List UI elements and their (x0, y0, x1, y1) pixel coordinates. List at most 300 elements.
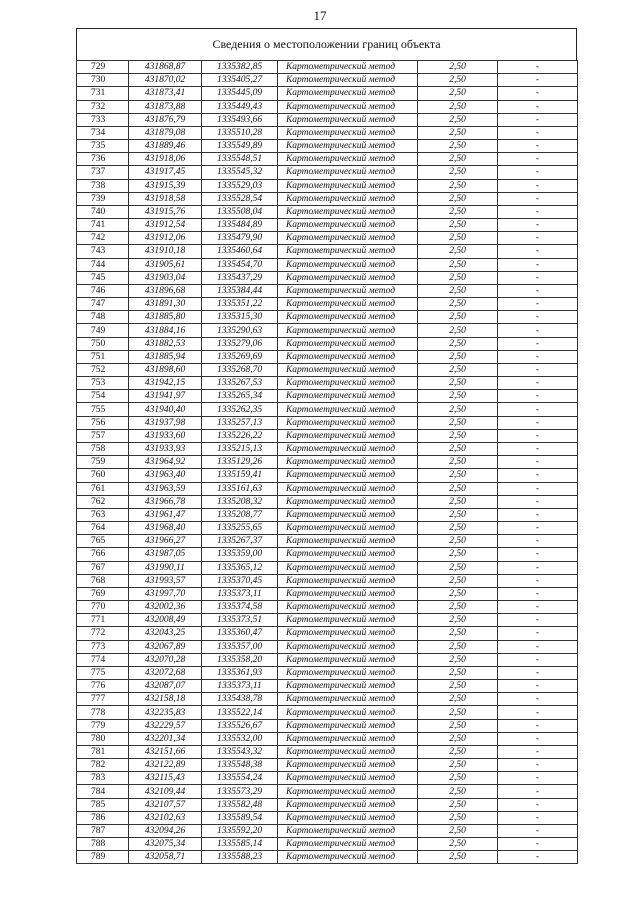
table-row (77, 350, 578, 363)
note-cell: - (498, 693, 578, 706)
x-coordinate-cell: 432107,57 (129, 798, 202, 811)
point-number-cell: 743 (77, 245, 129, 258)
y-coordinate-cell: 1335361,93 (202, 666, 278, 679)
note-cell: - (498, 258, 578, 271)
x-coordinate-cell: 431997,70 (129, 587, 202, 600)
note-cell: - (498, 469, 578, 482)
x-coordinate-cell: 432002,36 (129, 601, 202, 614)
y-coordinate-cell: 1335374,58 (202, 601, 278, 614)
table-row (77, 284, 578, 297)
method-cell: Картометрический метод (278, 824, 418, 837)
method-cell: Картометрический метод (278, 61, 418, 74)
y-coordinate-cell: 1335315,30 (202, 311, 278, 324)
table-row (77, 166, 578, 179)
method-cell: Картометрический метод (278, 416, 418, 429)
table-row (77, 324, 578, 337)
point-number-cell: 779 (77, 719, 129, 732)
y-coordinate-cell: 1335528,54 (202, 192, 278, 205)
table-row (77, 140, 578, 153)
table-row (77, 456, 578, 469)
y-coordinate-cell: 1335365,12 (202, 561, 278, 574)
accuracy-cell: 2,50 (418, 495, 498, 508)
accuracy-cell: 2,50 (418, 390, 498, 403)
table-row (77, 337, 578, 350)
table-row (77, 192, 578, 205)
boundary-points-table (76, 60, 578, 864)
y-coordinate-cell: 1335493,66 (202, 113, 278, 126)
method-cell: Картометрический метод (278, 311, 418, 324)
note-cell: - (498, 851, 578, 864)
table-row (77, 390, 578, 403)
y-coordinate-cell: 1335460,64 (202, 245, 278, 258)
y-coordinate-cell: 1335529,03 (202, 179, 278, 192)
accuracy-cell: 2,50 (418, 838, 498, 851)
y-coordinate-cell: 1335265,34 (202, 390, 278, 403)
point-number-cell: 757 (77, 429, 129, 442)
y-coordinate-cell: 1335405,27 (202, 74, 278, 87)
method-cell: Картометрический метод (278, 219, 418, 232)
accuracy-cell: 2,50 (418, 232, 498, 245)
y-coordinate-cell: 1335358,20 (202, 653, 278, 666)
method-cell: Картометрический метод (278, 390, 418, 403)
note-cell: - (498, 601, 578, 614)
y-coordinate-cell: 1335522,14 (202, 706, 278, 719)
x-coordinate-cell: 431903,04 (129, 271, 202, 284)
table-row (77, 311, 578, 324)
note-cell: - (498, 429, 578, 442)
accuracy-cell: 2,50 (418, 416, 498, 429)
accuracy-cell: 2,50 (418, 74, 498, 87)
x-coordinate-cell: 431915,39 (129, 179, 202, 192)
accuracy-cell: 2,50 (418, 87, 498, 100)
table-row (77, 113, 578, 126)
method-cell: Картометрический метод (278, 732, 418, 745)
note-cell: - (498, 798, 578, 811)
method-cell: Картометрический метод (278, 706, 418, 719)
x-coordinate-cell: 431879,08 (129, 126, 202, 139)
accuracy-cell: 2,50 (418, 653, 498, 666)
accuracy-cell: 2,50 (418, 811, 498, 824)
accuracy-cell: 2,50 (418, 205, 498, 218)
x-coordinate-cell: 431885,80 (129, 311, 202, 324)
point-number-cell: 788 (77, 838, 129, 851)
accuracy-cell: 2,50 (418, 113, 498, 126)
table-row (77, 219, 578, 232)
note-cell: - (498, 377, 578, 390)
accuracy-cell: 2,50 (418, 311, 498, 324)
point-number-cell: 785 (77, 798, 129, 811)
x-coordinate-cell: 431917,45 (129, 166, 202, 179)
x-coordinate-cell: 432094,26 (129, 824, 202, 837)
x-coordinate-cell: 431885,94 (129, 350, 202, 363)
x-coordinate-cell: 431889,46 (129, 140, 202, 153)
y-coordinate-cell: 1335382,85 (202, 61, 278, 74)
y-coordinate-cell: 1335208,32 (202, 495, 278, 508)
note-cell: - (498, 166, 578, 179)
method-cell: Картометрический метод (278, 719, 418, 732)
y-coordinate-cell: 1335161,63 (202, 482, 278, 495)
method-cell: Картометрический метод (278, 522, 418, 535)
table-row (77, 706, 578, 719)
table-row (77, 772, 578, 785)
accuracy-cell: 2,50 (418, 601, 498, 614)
point-number-cell: 748 (77, 311, 129, 324)
y-coordinate-cell: 1335437,29 (202, 271, 278, 284)
method-cell: Картометрический метод (278, 745, 418, 758)
method-cell: Картометрический метод (278, 153, 418, 166)
y-coordinate-cell: 1335543,32 (202, 745, 278, 758)
accuracy-cell: 2,50 (418, 680, 498, 693)
y-coordinate-cell: 1335226,22 (202, 429, 278, 442)
method-cell: Картометрический метод (278, 298, 418, 311)
page-number: 17 (313, 8, 327, 23)
point-number-cell: 778 (77, 706, 129, 719)
x-coordinate-cell: 431868,87 (129, 61, 202, 74)
accuracy-cell: 2,50 (418, 561, 498, 574)
method-cell: Картометрический метод (278, 113, 418, 126)
y-coordinate-cell: 1335582,48 (202, 798, 278, 811)
x-coordinate-cell: 431937,98 (129, 416, 202, 429)
table-row (77, 403, 578, 416)
method-cell: Картометрический метод (278, 759, 418, 772)
table-row (77, 653, 578, 666)
method-cell: Картометрический метод (278, 284, 418, 297)
accuracy-cell: 2,50 (418, 429, 498, 442)
table-row (77, 522, 578, 535)
table-row (77, 87, 578, 100)
x-coordinate-cell: 432122,89 (129, 759, 202, 772)
table-row (77, 298, 578, 311)
y-coordinate-cell: 1335267,37 (202, 535, 278, 548)
method-cell: Картометрический метод (278, 838, 418, 851)
point-number-cell: 738 (77, 179, 129, 192)
accuracy-cell: 2,50 (418, 403, 498, 416)
method-cell: Картометрический метод (278, 601, 418, 614)
note-cell: - (498, 456, 578, 469)
table-title: Сведения о местоположении границ объекта (76, 28, 577, 60)
note-cell: - (498, 653, 578, 666)
method-cell: Картометрический метод (278, 548, 418, 561)
y-coordinate-cell: 1335589,54 (202, 811, 278, 824)
x-coordinate-cell: 431882,53 (129, 337, 202, 350)
point-number-cell: 784 (77, 785, 129, 798)
x-coordinate-cell: 431933,60 (129, 429, 202, 442)
table-row (77, 126, 578, 139)
point-number-cell: 734 (77, 126, 129, 139)
table-row (77, 640, 578, 653)
y-coordinate-cell: 1335438,78 (202, 693, 278, 706)
accuracy-cell: 2,50 (418, 508, 498, 521)
note-cell: - (498, 205, 578, 218)
note-cell: - (498, 574, 578, 587)
point-number-cell: 777 (77, 693, 129, 706)
x-coordinate-cell: 431942,15 (129, 377, 202, 390)
method-cell: Картометрический метод (278, 429, 418, 442)
method-cell: Картометрический метод (278, 350, 418, 363)
x-coordinate-cell: 431884,16 (129, 324, 202, 337)
note-cell: - (498, 482, 578, 495)
x-coordinate-cell: 431961,47 (129, 508, 202, 521)
point-number-cell: 761 (77, 482, 129, 495)
point-number-cell: 763 (77, 508, 129, 521)
x-coordinate-cell: 432043,25 (129, 627, 202, 640)
point-number-cell: 781 (77, 745, 129, 758)
method-cell: Картометрический метод (278, 680, 418, 693)
point-number-cell: 751 (77, 350, 129, 363)
method-cell: Картометрический метод (278, 377, 418, 390)
x-coordinate-cell: 432115,43 (129, 772, 202, 785)
method-cell: Картометрический метод (278, 798, 418, 811)
note-cell: - (498, 140, 578, 153)
accuracy-cell: 2,50 (418, 469, 498, 482)
accuracy-cell: 2,50 (418, 245, 498, 258)
note-cell: - (498, 74, 578, 87)
note-cell: - (498, 548, 578, 561)
point-number-cell: 729 (77, 61, 129, 74)
note-cell: - (498, 100, 578, 113)
method-cell: Картометрический метод (278, 140, 418, 153)
note-cell: - (498, 627, 578, 640)
y-coordinate-cell: 1335255,65 (202, 522, 278, 535)
y-coordinate-cell: 1335545,32 (202, 166, 278, 179)
point-number-cell: 737 (77, 166, 129, 179)
note-cell: - (498, 245, 578, 258)
note-cell: - (498, 719, 578, 732)
table-row (77, 469, 578, 482)
note-cell: - (498, 126, 578, 139)
point-number-cell: 760 (77, 469, 129, 482)
accuracy-cell: 2,50 (418, 350, 498, 363)
x-coordinate-cell: 431873,88 (129, 100, 202, 113)
note-cell: - (498, 495, 578, 508)
note-cell: - (498, 587, 578, 600)
table-row (77, 627, 578, 640)
y-coordinate-cell: 1335526,67 (202, 719, 278, 732)
note-cell: - (498, 403, 578, 416)
y-coordinate-cell: 1335508,04 (202, 205, 278, 218)
accuracy-cell: 2,50 (418, 851, 498, 864)
note-cell: - (498, 442, 578, 455)
y-coordinate-cell: 1335373,51 (202, 614, 278, 627)
x-coordinate-cell: 431918,58 (129, 192, 202, 205)
accuracy-cell: 2,50 (418, 745, 498, 758)
table-row (77, 745, 578, 758)
x-coordinate-cell: 432087,07 (129, 680, 202, 693)
accuracy-cell: 2,50 (418, 522, 498, 535)
note-cell: - (498, 311, 578, 324)
point-number-cell: 755 (77, 403, 129, 416)
x-coordinate-cell: 431933,93 (129, 442, 202, 455)
point-number-cell: 776 (77, 680, 129, 693)
point-number-cell: 747 (77, 298, 129, 311)
table-row (77, 587, 578, 600)
x-coordinate-cell: 431968,40 (129, 522, 202, 535)
accuracy-cell: 2,50 (418, 824, 498, 837)
y-coordinate-cell: 1335449,43 (202, 100, 278, 113)
x-coordinate-cell: 431966,78 (129, 495, 202, 508)
method-cell: Картометрический метод (278, 640, 418, 653)
x-coordinate-cell: 431993,57 (129, 574, 202, 587)
table-row (77, 680, 578, 693)
note-cell: - (498, 113, 578, 126)
accuracy-cell: 2,50 (418, 666, 498, 679)
note-cell: - (498, 680, 578, 693)
note-cell: - (498, 732, 578, 745)
x-coordinate-cell: 431910,18 (129, 245, 202, 258)
accuracy-cell: 2,50 (418, 785, 498, 798)
point-number-cell: 741 (77, 219, 129, 232)
table-row (77, 482, 578, 495)
table-row (77, 363, 578, 376)
accuracy-cell: 2,50 (418, 337, 498, 350)
accuracy-cell: 2,50 (418, 179, 498, 192)
y-coordinate-cell: 1335454,70 (202, 258, 278, 271)
method-cell: Картометрический метод (278, 561, 418, 574)
point-number-cell: 773 (77, 640, 129, 653)
note-cell: - (498, 337, 578, 350)
accuracy-cell: 2,50 (418, 61, 498, 74)
method-cell: Картометрический метод (278, 693, 418, 706)
x-coordinate-cell: 431990,11 (129, 561, 202, 574)
table-row (77, 258, 578, 271)
table-row (77, 838, 578, 851)
point-number-cell: 766 (77, 548, 129, 561)
y-coordinate-cell: 1335548,51 (202, 153, 278, 166)
y-coordinate-cell: 1335269,69 (202, 350, 278, 363)
y-coordinate-cell: 1335215,13 (202, 442, 278, 455)
y-coordinate-cell: 1335370,45 (202, 574, 278, 587)
x-coordinate-cell: 432070,28 (129, 653, 202, 666)
method-cell: Картометрический метод (278, 482, 418, 495)
method-cell: Картометрический метод (278, 785, 418, 798)
table-row (77, 429, 578, 442)
point-number-cell: 752 (77, 363, 129, 376)
point-number-cell: 756 (77, 416, 129, 429)
accuracy-cell: 2,50 (418, 640, 498, 653)
x-coordinate-cell: 431876,79 (129, 113, 202, 126)
table-row (77, 377, 578, 390)
note-cell: - (498, 416, 578, 429)
method-cell: Картометрический метод (278, 627, 418, 640)
accuracy-cell: 2,50 (418, 377, 498, 390)
table-row (77, 601, 578, 614)
x-coordinate-cell: 431905,61 (129, 258, 202, 271)
point-number-cell: 768 (77, 574, 129, 587)
x-coordinate-cell: 431941,97 (129, 390, 202, 403)
table-row (77, 798, 578, 811)
x-coordinate-cell: 431966,27 (129, 535, 202, 548)
point-number-cell: 745 (77, 271, 129, 284)
note-cell: - (498, 324, 578, 337)
accuracy-cell: 2,50 (418, 614, 498, 627)
point-number-cell: 758 (77, 442, 129, 455)
x-coordinate-cell: 432058,71 (129, 851, 202, 864)
accuracy-cell: 2,50 (418, 100, 498, 113)
note-cell: - (498, 706, 578, 719)
method-cell: Картометрический метод (278, 74, 418, 87)
table-row (77, 561, 578, 574)
x-coordinate-cell: 431873,41 (129, 87, 202, 100)
note-cell: - (498, 232, 578, 245)
y-coordinate-cell: 1335573,29 (202, 785, 278, 798)
method-cell: Картометрический метод (278, 772, 418, 785)
y-coordinate-cell: 1335290,63 (202, 324, 278, 337)
accuracy-cell: 2,50 (418, 693, 498, 706)
method-cell: Картометрический метод (278, 100, 418, 113)
accuracy-cell: 2,50 (418, 140, 498, 153)
x-coordinate-cell: 431918,06 (129, 153, 202, 166)
table-row (77, 693, 578, 706)
point-number-cell: 750 (77, 337, 129, 350)
table-row (77, 495, 578, 508)
y-coordinate-cell: 1335588,23 (202, 851, 278, 864)
method-cell: Картометрический метод (278, 851, 418, 864)
table-row (77, 548, 578, 561)
accuracy-cell: 2,50 (418, 153, 498, 166)
note-cell: - (498, 614, 578, 627)
note-cell: - (498, 298, 578, 311)
point-number-cell: 774 (77, 653, 129, 666)
x-coordinate-cell: 431912,06 (129, 232, 202, 245)
point-number-cell: 735 (77, 140, 129, 153)
x-coordinate-cell: 432072,68 (129, 666, 202, 679)
accuracy-cell: 2,50 (418, 298, 498, 311)
point-number-cell: 767 (77, 561, 129, 574)
point-number-cell: 746 (77, 284, 129, 297)
method-cell: Картометрический метод (278, 205, 418, 218)
point-number-cell: 769 (77, 587, 129, 600)
boundary-table-sheet (76, 28, 577, 864)
method-cell: Картометрический метод (278, 403, 418, 416)
accuracy-cell: 2,50 (418, 535, 498, 548)
accuracy-cell: 2,50 (418, 482, 498, 495)
method-cell: Картометрический метод (278, 495, 418, 508)
accuracy-cell: 2,50 (418, 363, 498, 376)
point-number-cell: 736 (77, 153, 129, 166)
note-cell: - (498, 561, 578, 574)
method-cell: Картометрический метод (278, 245, 418, 258)
x-coordinate-cell: 431964,92 (129, 456, 202, 469)
y-coordinate-cell: 1335548,38 (202, 759, 278, 772)
method-cell: Картометрический метод (278, 574, 418, 587)
point-number-cell: 782 (77, 759, 129, 772)
method-cell: Картометрический метод (278, 232, 418, 245)
method-cell: Картометрический метод (278, 166, 418, 179)
x-coordinate-cell: 432008,49 (129, 614, 202, 627)
point-number-cell: 765 (77, 535, 129, 548)
note-cell: - (498, 363, 578, 376)
table-row (77, 416, 578, 429)
method-cell: Картометрический метод (278, 653, 418, 666)
y-coordinate-cell: 1335373,11 (202, 680, 278, 693)
y-coordinate-cell: 1335549,89 (202, 140, 278, 153)
x-coordinate-cell: 431891,30 (129, 298, 202, 311)
table-row (77, 179, 578, 192)
table-row (77, 614, 578, 627)
x-coordinate-cell: 431870,02 (129, 74, 202, 87)
y-coordinate-cell: 1335357,00 (202, 640, 278, 653)
note-cell: - (498, 350, 578, 363)
method-cell: Картометрический метод (278, 508, 418, 521)
note-cell: - (498, 759, 578, 772)
method-cell: Картометрический метод (278, 337, 418, 350)
accuracy-cell: 2,50 (418, 574, 498, 587)
point-number-cell: 775 (77, 666, 129, 679)
point-number-cell: 732 (77, 100, 129, 113)
point-number-cell: 749 (77, 324, 129, 337)
table-row (77, 824, 578, 837)
note-cell: - (498, 745, 578, 758)
